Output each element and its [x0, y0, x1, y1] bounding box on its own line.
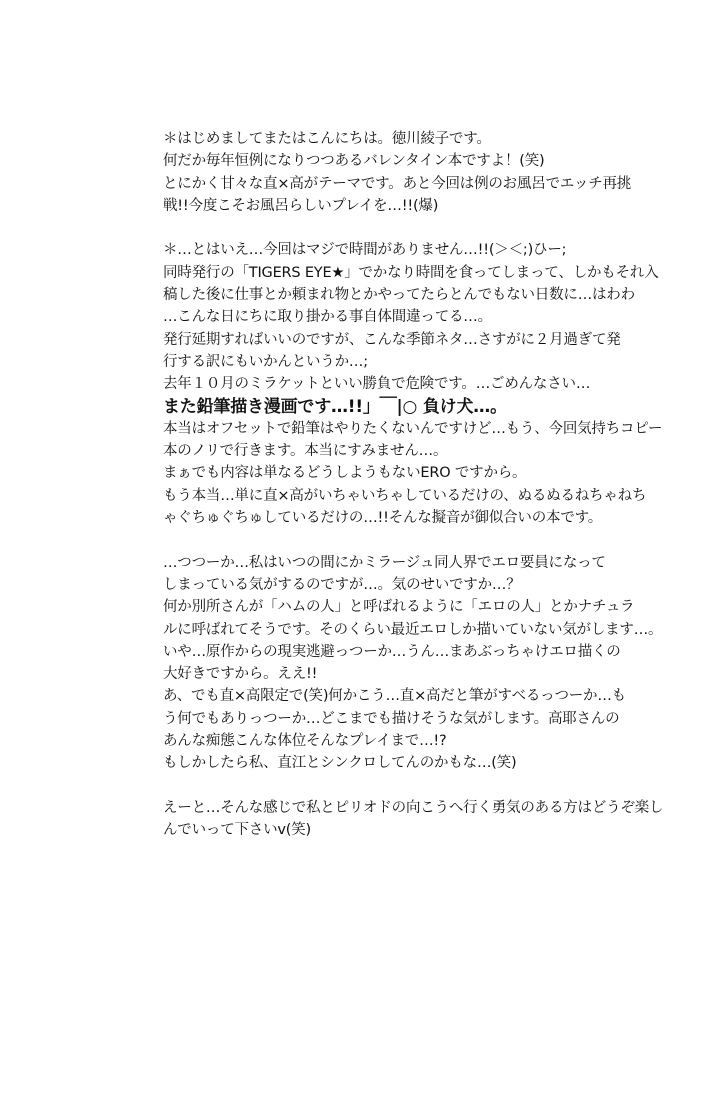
text-line: 本のノリで行きます。本当にすみません…。 — [163, 443, 448, 460]
paragraph-gap — [163, 529, 663, 551]
paragraph-closing — [163, 797, 663, 842]
text-line: あんな痴態こんな体位そんなプレイまで…!? — [163, 733, 447, 750]
paragraph-ero — [163, 552, 663, 775]
text-line-emphasis: また鉛筆描き漫画です…!!」￣|○ 負け犬…。 — [163, 396, 507, 417]
text-line: 何か別所さんが「ハムの人」と呼ばれるように「エロの人」とかナチュラ — [163, 599, 635, 616]
afterword-text — [163, 128, 663, 842]
text-line: 戦!!今度こそお風呂らしいプレイを…!!(爆) — [163, 197, 439, 214]
text-line: えーと…そんな感じで私とピリオドの向こうへ行く勇気のある方はどうぞ楽し — [163, 799, 664, 816]
paragraph-gap — [163, 217, 663, 239]
text-line: …こんな日にちに取り掛かる事自体間違ってる…。 — [163, 309, 492, 326]
text-line: もう本当…単に直×高がいちゃいちゃしているだけの、ぬるぬるねちゃねち — [163, 487, 647, 504]
paragraph-greeting — [163, 128, 663, 217]
text-line: 同時発行の「TIGERS EYE★」でかなり時間を食ってしまって、しかもそれ入 — [163, 264, 659, 281]
text-line: 何だか毎年恒例になりつつあるバレンタイン本ですよ！(笑) — [163, 153, 545, 170]
text-line: まぁでも内容は単なるどうしようもないERO ですから。 — [163, 465, 527, 482]
text-line: …つつーか…私はいつの間にかミラージュ同人界でエロ要員になって — [163, 554, 606, 571]
text-line: 発行延期すればいいのですが、こんな季節ネタ…さすがに２月過ぎて発 — [163, 331, 621, 348]
text-line: あ、でも直×高限定で(笑)何かこう…直×高だと筆がすべるっつーか…も — [163, 688, 626, 705]
text-line: んでいって下さいv(笑) — [163, 822, 311, 839]
text-line: ゃぐちゅぐちゅしているだけの…!!そんな擬音が御似合いの本です。 — [163, 510, 603, 527]
text-line: う何でもありっつーか…どこまでも描けそうな気がします。高耶さんの — [163, 710, 620, 727]
text-line: いや…原作からの現実逃避っつーか…うん…まあぶっちゃけエロ描くの — [163, 643, 621, 660]
text-line: ＊…とはいえ…今回はマジで時間がありません…!!(＞＜;)ひー; — [163, 242, 567, 259]
text-line: 大好きですから。ええ!! — [163, 666, 318, 683]
text-line: 行する訳にもいかんというか…; — [163, 353, 368, 370]
text-line: 去年１０月のミラケットといい勝負で危険です。…ごめんなさい… — [163, 376, 591, 393]
text-line: 本当はオフセットで鉛筆はやりたくないんですけど…もう、今回気持ちコピー — [163, 420, 663, 437]
text-line: もしかしたら私、直江とシンクロしてんのかもな…(笑) — [163, 755, 517, 772]
text-line: とにかく甘々な直×高がテーマです。あと今回は例のお風呂でエッチ再挑 — [163, 175, 632, 192]
text-line: ルに呼ばれてそうです。そのくらい最近エロしか描いていない気がします…。 — [163, 621, 663, 638]
text-line: しまっている気がするのですが…。気のせいですか…？ — [163, 576, 521, 593]
text-line: ＊はじめましてまたはこんにちは。徳川綾子です。 — [163, 131, 491, 147]
paragraph-schedule — [163, 239, 663, 529]
text-line: 稿した後に仕事とか頼まれ物とかやってたらとんでもない日数に…はわわ — [163, 287, 635, 304]
paragraph-gap — [163, 775, 663, 797]
